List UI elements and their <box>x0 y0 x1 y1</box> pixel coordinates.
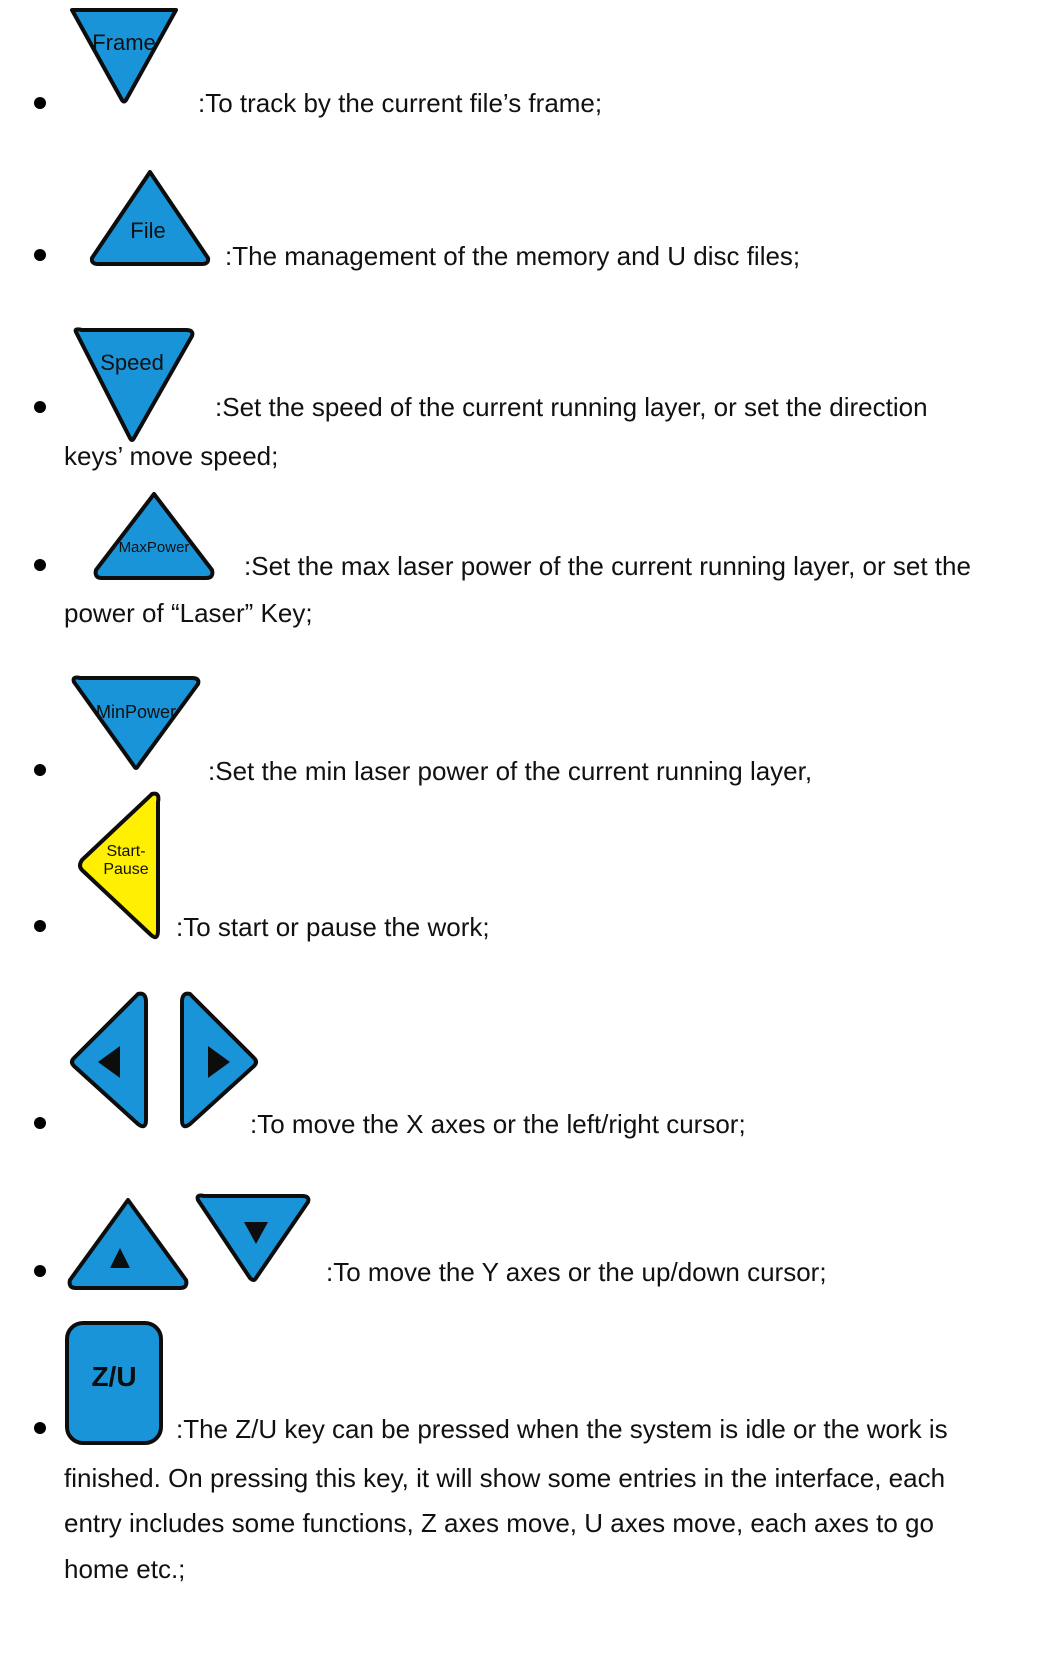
minpower-description: :Set the min laser power of the current running layer, <box>208 756 813 786</box>
bullet <box>34 1117 46 1129</box>
maxpower-description: :Set the max laser power of the current running layer, or set the <box>244 551 971 581</box>
bullet <box>34 1265 46 1277</box>
speed-description-continued: keys’ move speed; <box>64 441 279 471</box>
bullet <box>34 401 46 413</box>
bullet <box>34 1422 46 1434</box>
speed-description: :Set the speed of the current running layer, or set the direction <box>215 392 928 422</box>
right-arrow-key-icon <box>178 990 260 1134</box>
zu-description: :The Z/U key can be pressed when the system is idle or the work is <box>176 1414 948 1444</box>
left-arrow-key-icon <box>68 990 150 1134</box>
maxpower-description-continued: power of “Laser” Key; <box>64 598 313 628</box>
speed-key-label: Speed <box>100 350 164 375</box>
up-down-description: :To move the Y axes or the up/down cursor; <box>326 1257 827 1287</box>
minpower-key-label: MinPower <box>95 702 177 722</box>
frame-key-icon <box>66 6 182 104</box>
zu-key-label: Z/U <box>91 1361 137 1392</box>
bullet <box>34 920 46 932</box>
start-pause-key-label-line1: Start- <box>106 843 146 860</box>
bullet <box>34 559 46 571</box>
bullet <box>34 764 46 776</box>
frame-key-label: Frame <box>92 30 156 55</box>
bullet <box>34 97 46 109</box>
zu-description-line: entry includes some functions, Z axes move, U axes move, each axes to go <box>64 1508 934 1538</box>
bullet <box>34 249 46 261</box>
minpower-key-icon <box>70 676 202 772</box>
frame-description: :To track by the current file’s frame; <box>198 88 603 118</box>
up-arrow-key-icon <box>66 1196 190 1292</box>
zu-description-line: home etc.; <box>64 1554 186 1584</box>
start-pause-key-icon <box>76 790 164 946</box>
file-description: :The management of the memory and U disc files; <box>225 241 801 271</box>
down-arrow-key-icon <box>194 1194 312 1284</box>
maxpower-key-icon <box>92 490 216 582</box>
maxpower-key-label: MaxPower <box>118 539 190 556</box>
zu-key-icon <box>64 1320 164 1446</box>
zu-description-line: finished. On pressing this key, it will show some entries in the interface, each <box>64 1463 946 1493</box>
speed-key-icon <box>72 328 196 444</box>
start-pause-key-label-line2: Pause <box>103 861 149 878</box>
left-right-description: :To move the X axes or the left/right cursor; <box>250 1109 746 1139</box>
file-key-label: File <box>130 218 166 243</box>
file-key-icon <box>88 168 212 268</box>
start-pause-description: :To start or pause the work; <box>176 912 490 942</box>
